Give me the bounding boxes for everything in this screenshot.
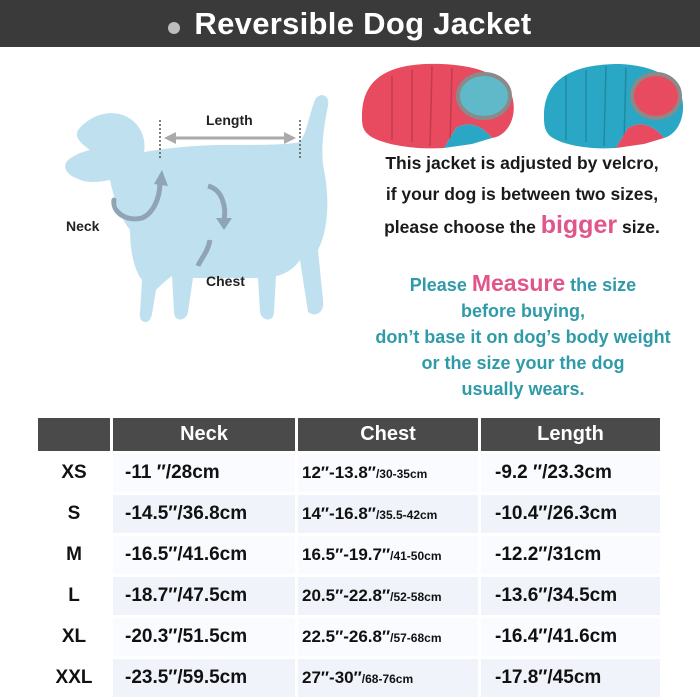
length-cell: -17.8″/45cm xyxy=(481,656,660,697)
size-cell: XL xyxy=(38,615,113,656)
chest-inches: 12″-13.8″ xyxy=(302,463,376,482)
chest-cell xyxy=(298,574,481,615)
length-cell: -12.2″/31cm xyxy=(481,533,660,574)
chest-cm: /41-50cm xyxy=(390,549,442,563)
chest-cm: /35.5-42cm xyxy=(375,508,438,522)
chest-inches: 27″-30″ xyxy=(302,668,362,687)
jacket-blue-image xyxy=(530,56,690,152)
jacket-red-image xyxy=(352,56,520,152)
header-size xyxy=(38,418,113,451)
chest-cm: /52-58cm xyxy=(390,590,442,604)
velcro-note-line2: if your dog is between two sizes, xyxy=(385,184,659,204)
page-title: Reversible Dog Jacket xyxy=(194,5,532,41)
neck-cell: -11 ″/28cm xyxy=(113,451,298,492)
bigger-highlight: bigger xyxy=(540,211,618,239)
length-cell: -10.4″/26.3cm xyxy=(481,492,660,533)
chest-cm: /30-35cm xyxy=(375,467,428,481)
chest-cell xyxy=(298,615,481,656)
table-row xyxy=(38,533,660,574)
chest-inches: 16.5″-19.7″ xyxy=(302,545,391,564)
measure-note-line1 xyxy=(350,270,696,298)
size-cell: XXL xyxy=(38,656,113,697)
chest-inches: 22.5″-26.8″ xyxy=(302,627,391,646)
chest-inches: 20.5″-22.8″ xyxy=(302,586,391,605)
velcro-note-line3 xyxy=(352,210,692,243)
neck-label: Neck xyxy=(66,218,100,234)
neck-cell: -16.5″/41.6cm xyxy=(113,533,298,574)
measure-note xyxy=(350,270,696,402)
size-cell: S xyxy=(38,492,113,533)
header-chest: Chest xyxy=(298,418,481,451)
neck-cell: -14.5″/36.8cm xyxy=(113,492,298,533)
table-row xyxy=(38,615,660,656)
chest-label: Chest xyxy=(206,273,245,289)
velcro-note-line3-post: size. xyxy=(617,217,660,237)
measure-note-line2: before buying, xyxy=(460,301,585,321)
measure-note-line4: or the size your the dog xyxy=(421,353,625,373)
measure-note-line5: usually wears. xyxy=(461,379,585,399)
velcro-note-line1: This jacket is adjusted by velcro, xyxy=(385,153,659,173)
velcro-note xyxy=(352,148,692,243)
size-cell: M xyxy=(38,533,113,574)
size-cell: XS xyxy=(38,451,113,492)
chest-cm: /57-68cm xyxy=(390,631,442,645)
length-cell: -16.4″/41.6cm xyxy=(481,615,660,656)
chest-cell xyxy=(298,656,481,697)
measure-highlight: Measure xyxy=(471,270,566,296)
size-chart-table xyxy=(38,418,660,697)
length-cell: -9.2 ″/23.3cm xyxy=(481,451,660,492)
chest-inches: 14″-16.8″ xyxy=(302,504,376,523)
chest-cell xyxy=(298,451,481,492)
measure-note-post: the size xyxy=(565,275,637,295)
size-cell: L xyxy=(38,574,113,615)
chest-cm: /68-76cm xyxy=(361,672,414,686)
header-length: Length xyxy=(481,418,660,451)
neck-cell: -20.3″/51.5cm xyxy=(113,615,298,656)
measure-note-pre: Please xyxy=(409,275,472,295)
title-bar xyxy=(0,0,700,47)
table-row xyxy=(38,492,660,533)
neck-cell: -23.5″/59.5cm xyxy=(113,656,298,697)
table-header-row xyxy=(38,418,660,451)
neck-cell: -18.7″/47.5cm xyxy=(113,574,298,615)
length-cell: -13.6″/34.5cm xyxy=(481,574,660,615)
table-row xyxy=(38,656,660,697)
table-row xyxy=(38,574,660,615)
header-neck: Neck xyxy=(113,418,298,451)
chest-cell xyxy=(298,492,481,533)
table-row xyxy=(38,451,660,492)
dog-measurement-diagram xyxy=(38,90,348,350)
chest-cell xyxy=(298,533,481,574)
measure-note-line3: don’t base it on dog’s body weight xyxy=(375,327,671,347)
bullet-dot xyxy=(168,22,180,34)
velcro-note-line3-pre: please choose the xyxy=(384,217,541,237)
length-label: Length xyxy=(206,112,253,128)
